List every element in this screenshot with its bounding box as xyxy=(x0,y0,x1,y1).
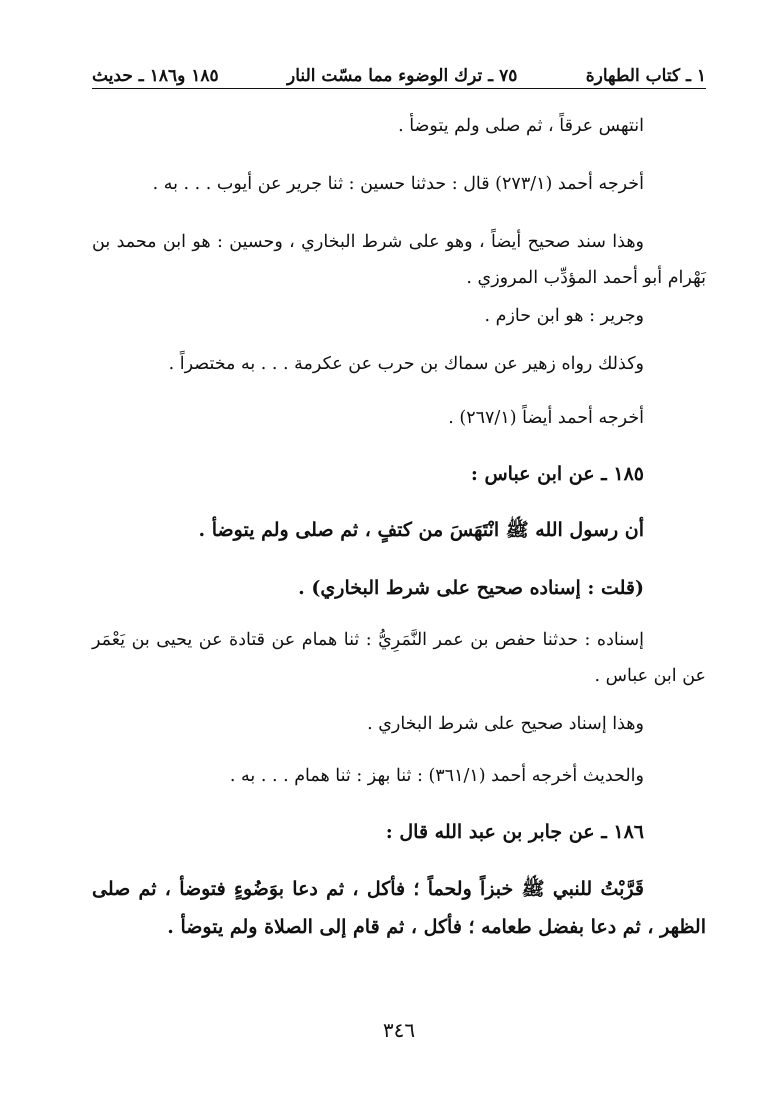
hadith-185-takhrij: والحديث أخرجه أحمد (٣٦١/١) : ثنا بهز : ثنا همام . . . به . xyxy=(229,766,644,786)
hadith-185-text: أن رسول الله ﷺ انْتَهَسَ من كتفٍ ، ثم صلى ولم يتوضأ . xyxy=(198,519,644,541)
hadith-186-heading: ١٨٦ ـ عن جابر بن عبد الله قال : xyxy=(385,821,644,843)
paragraph-takhrij-ahmad-2: أخرجه أحمد أيضاً (٢٦٧/١) . xyxy=(448,408,644,428)
hadith-185-sahih-note: وهذا إسناد صحيح على شرط البخاري . xyxy=(367,714,644,734)
header-chapter-title: ٧٥ ـ ترك الوضوء مما مسّت النار xyxy=(287,66,518,86)
header-rule xyxy=(92,88,706,89)
hadith-186-text: قَرَّبْتُ للنبي ﷺ خبزاً ولحماً ؛ فأكل ، ثم دعا بوَضُوءٍ فتوضأ ، ثم صلى الظهر ، ثم دعا بفضل طعامه ؛ فأكل ، ثم قام إلى الصلاة ولم يتوضأ . xyxy=(92,878,706,938)
paragraph-zuhair: وكذلك رواه زهير عن سماك بن حرب عن عكرمة . . . به مختصراً . xyxy=(168,354,644,374)
hadith-185-grading: (قلت : إسناده صحيح على شرط البخاري) . xyxy=(298,577,644,599)
paragraph-continuation: انتهس عرقاً ، ثم صلى ولم يتوضأ . xyxy=(398,116,644,136)
paragraph-jarir: وجرير : هو ابن حازم . xyxy=(484,306,644,326)
hadith-185-isnad: إسناده : حدثنا حفص بن عمر النَّمَرِيُّ : ثنا همام عن قتادة عن يحيى بن يَعْمَر عن ابن عباس . xyxy=(92,630,706,686)
running-header xyxy=(92,60,706,86)
page-number: ٣٤٦ xyxy=(382,1018,416,1042)
hadith-185-heading: ١٨٥ ـ عن ابن عباس : xyxy=(470,463,644,485)
header-hadith-range: ١٨٥ و١٨٦ ـ حديث xyxy=(92,66,219,86)
header-book-title: ١ ـ كتاب الطهارة xyxy=(585,66,706,86)
book-page xyxy=(92,52,706,1072)
paragraph-takhrij-ahmad: أخرجه أحمد (٢٧٣/١) قال : حدثنا حسين : ثنا جرير عن أيوب . . . به . xyxy=(152,174,644,194)
paragraph-isnad-sahih: وهذا سند صحيح أيضاً ، وهو على شرط البخاري ، وحسين : هو ابن محمد بن بَهْرام أبو أحمد المؤدِّب المروزي . xyxy=(92,232,706,288)
